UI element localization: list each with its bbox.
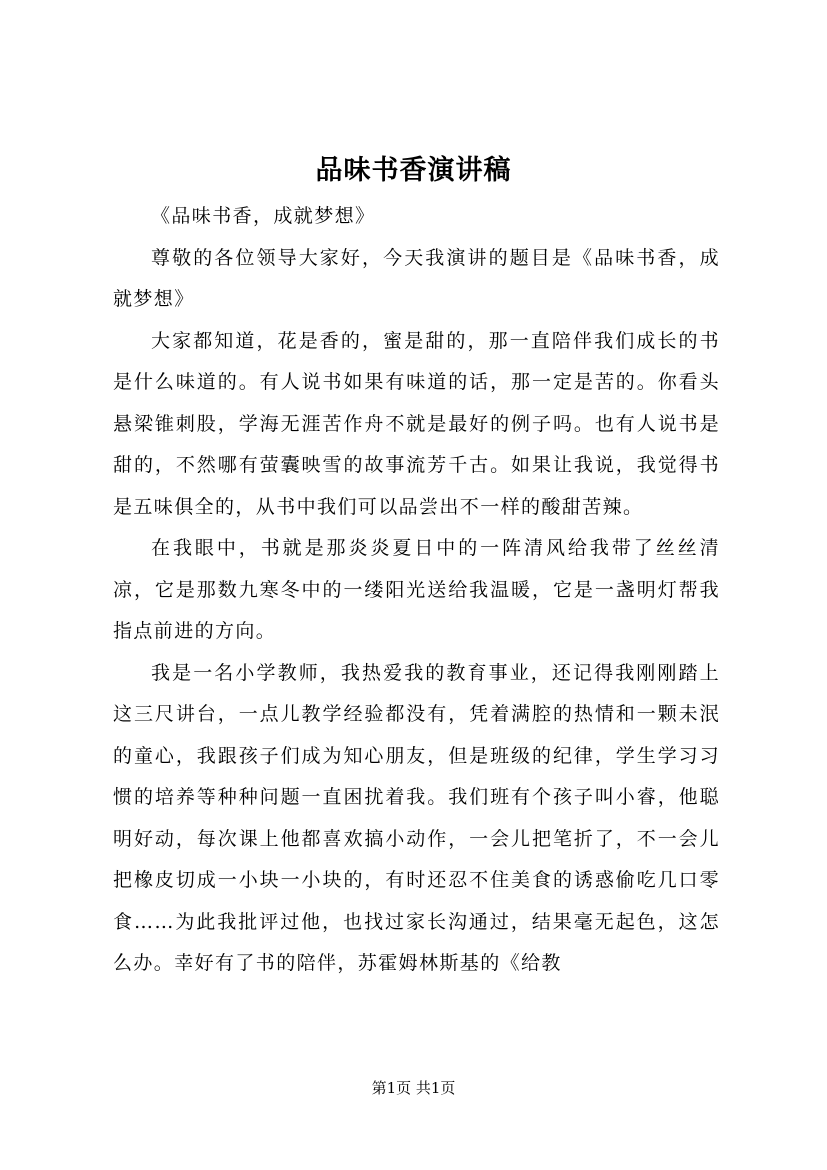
paragraph-greeting: 尊敬的各位领导大家好，今天我演讲的题目是《品味书香，成就梦想》 bbox=[113, 246, 720, 310]
paragraph-books-in-my-eyes: 在我眼中，书就是那炎炎夏日中的一阵清风给我带了丝丝清凉，它是那数九寒冬中的一缕阳光送给我温暖，它是一盏明灯帮我指点前进的方向。 bbox=[113, 537, 720, 642]
paragraph-taste-of-books: 大家都知道，花是香的，蜜是甜的，那一直陪伴我们成长的书是什么味道的。有人说书如果有味道的话，那一定是苦的。你看头悬梁锥刺股，学海无涯苦作舟不就是最好的例子吗。也有人说书是甜的，不然哪有萤囊映雪的故事流芳千古。如果让我说，我觉得书是五味俱全的，从书中我们可以品尝出不一样的酸甜苦辣。 bbox=[113, 329, 720, 518]
page-footer: 第1页 共1页 bbox=[371, 1079, 456, 1097]
paragraph-teacher-story: 我是一名小学教师，我热爱我的教育事业，还记得我刚刚踏上这三尺讲台，一点儿教学经验都没有，凭着满腔的热情和一颗未泯的童心，我跟孩子们成为知心朋友，但是班级的纪律，学生学习习惯的培养等种种问题一直困扰着我。我们班有个孩子叫小睿，他聪明好动，每次课上他都喜欢搞小动作，一会儿把笔折了，不一会儿把橡皮切成一小块一小块的，有时还忍不住美食的诱惑偷吃几口零食……为此我批评过他，也找过家长沟通过，结果毫无起色，这怎么办。幸好有了书的陪伴，苏霍姆林斯基的《给教 bbox=[113, 661, 720, 974]
paragraph-subtitle: 《品味书香，成就梦想》 bbox=[151, 205, 376, 227]
document-title: 品味书香演讲稿 bbox=[315, 155, 512, 186]
document-body bbox=[113, 196, 720, 985]
